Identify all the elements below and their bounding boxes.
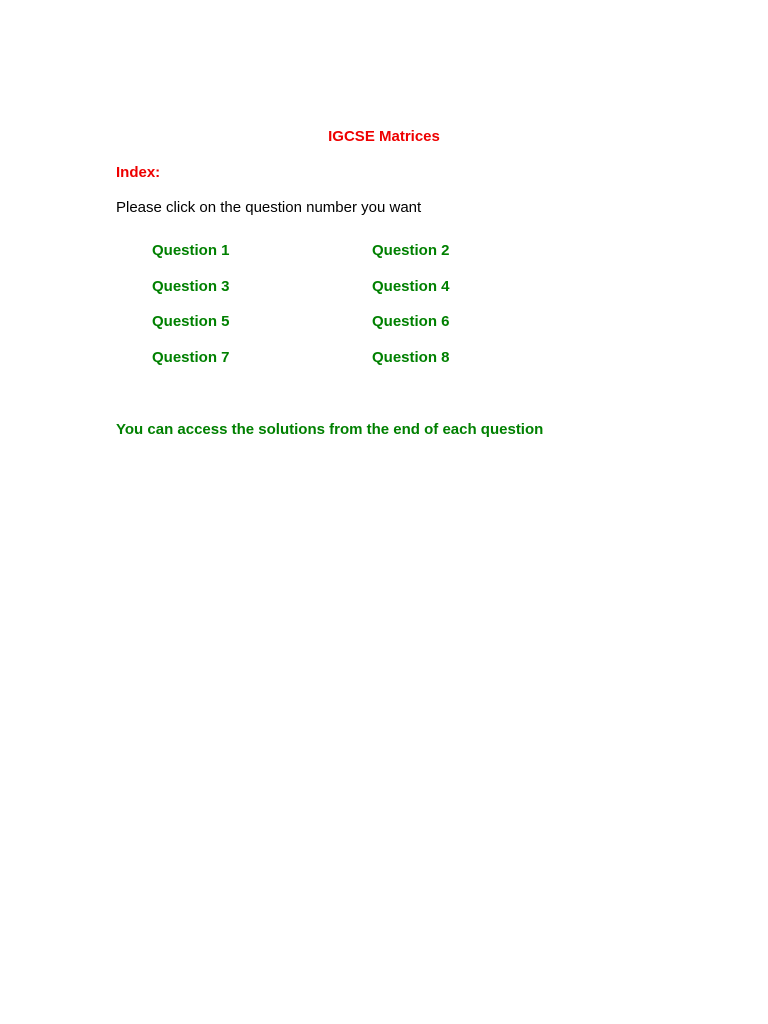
question-4-link[interactable]: Question 4	[372, 278, 450, 295]
question-6-link[interactable]: Question 6	[372, 313, 450, 330]
question-5-link[interactable]: Question 5	[152, 313, 230, 330]
question-3-link[interactable]: Question 3	[152, 278, 230, 295]
question-8-link[interactable]: Question 8	[372, 349, 450, 366]
question-7-link[interactable]: Question 7	[152, 349, 230, 366]
question-1-link[interactable]: Question 1	[152, 242, 230, 259]
instruction-text: Please click on the question number you want	[116, 199, 422, 216]
question-2-link[interactable]: Question 2	[372, 242, 450, 259]
solutions-note: You can access the solutions from the end of each question	[116, 421, 544, 438]
page-title: IGCSE Matrices	[328, 128, 440, 145]
index-heading: Index:	[116, 164, 161, 181]
